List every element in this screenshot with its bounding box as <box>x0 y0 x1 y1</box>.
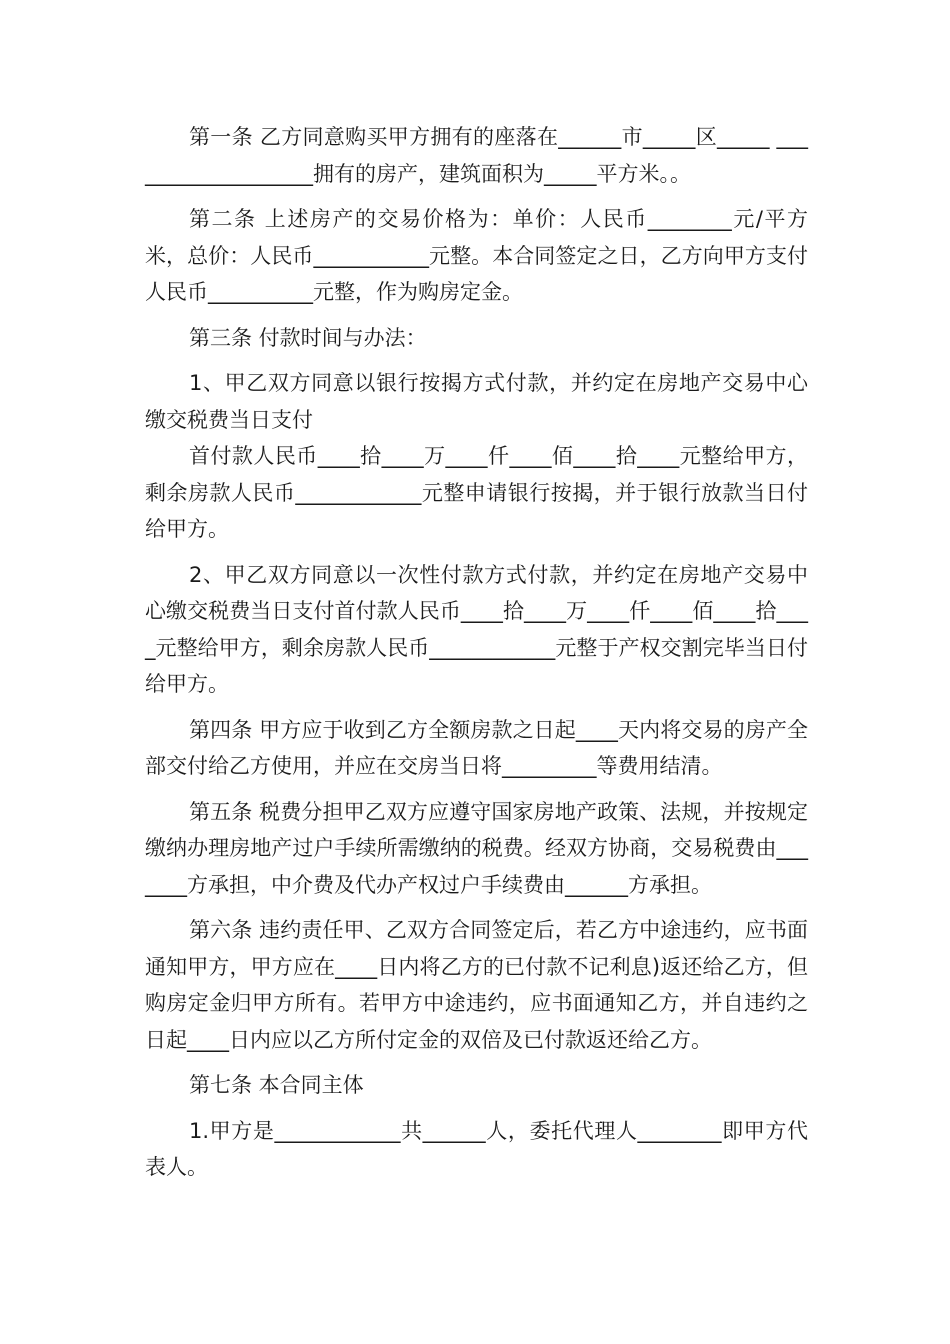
article-7-item-1-paragraph: 1.甲方是____________共______人，委托代理人________即甲方代表人。 <box>145 1118 808 1179</box>
article-6-paragraph: 第六条 违约责任甲、乙双方合同签定后，若乙方中途违约，应书面通知甲方，甲方应在____日内将乙方的已付款不记利息)返还给乙方，但购房定金归甲方所有。若甲方中途违约，应书面通知乙方，并自违约之日起____日内应以乙方所付定金的双倍及已付款返还给乙方。 <box>145 918 808 1052</box>
article-3-heading: 第三条 付款时间与办法： <box>189 325 427 350</box>
article-3-item-1-continuation: 首付款人民币____拾____万____仟____佰____拾____元整给甲方，剩余房款人民币____________元整申请银行按揭，并于银行放款当日付给甲方。 <box>145 444 808 541</box>
article-7-heading: 第七条 本合同主体 <box>189 1073 364 1097</box>
article-2-paragraph: 第二条 上述房产的交易价格为：单价：人民币________元/平方米，总价：人民币___________元整。本合同签定之日，乙方向甲方支付人民币__________元整，作为购房定金。 <box>145 207 808 304</box>
article-3-item-2-paragraph: 2、甲乙双方同意以一次性付款方式付款，并约定在房地产交易中心缴交税费当日支付首付款人民币____拾____万____仟____佰____拾____元整给甲方，剩余房款人民币____________元整于产权交割完毕当日付给甲方。 <box>145 562 808 696</box>
article-5-paragraph: 第五条 税费分担甲乙双方应遵守国家房地产政策、法规，并按规定缴纳办理房地产过户手续所需缴纳的税费。经双方协商，交易税费由_______方承担，中介费及代办产权过户手续费由______方承担。 <box>145 799 808 897</box>
article-1-paragraph: 第一条 乙方同意购买甲方拥有的座落在______市_____区_____ ___________________拥有的房产，建筑面积为_____平方米。。 <box>145 125 808 186</box>
article-4-paragraph: 第四条 甲方应于收到乙方全额房款之日起____天内将交易的房产全部交付给乙方使用，并应在交房当日将_________等费用结清。 <box>145 717 808 778</box>
article-3-item-1-paragraph: 1、甲乙双方同意以银行按揭方式付款，并约定在房地产交易中心缴交税费当日支付 <box>145 371 808 432</box>
